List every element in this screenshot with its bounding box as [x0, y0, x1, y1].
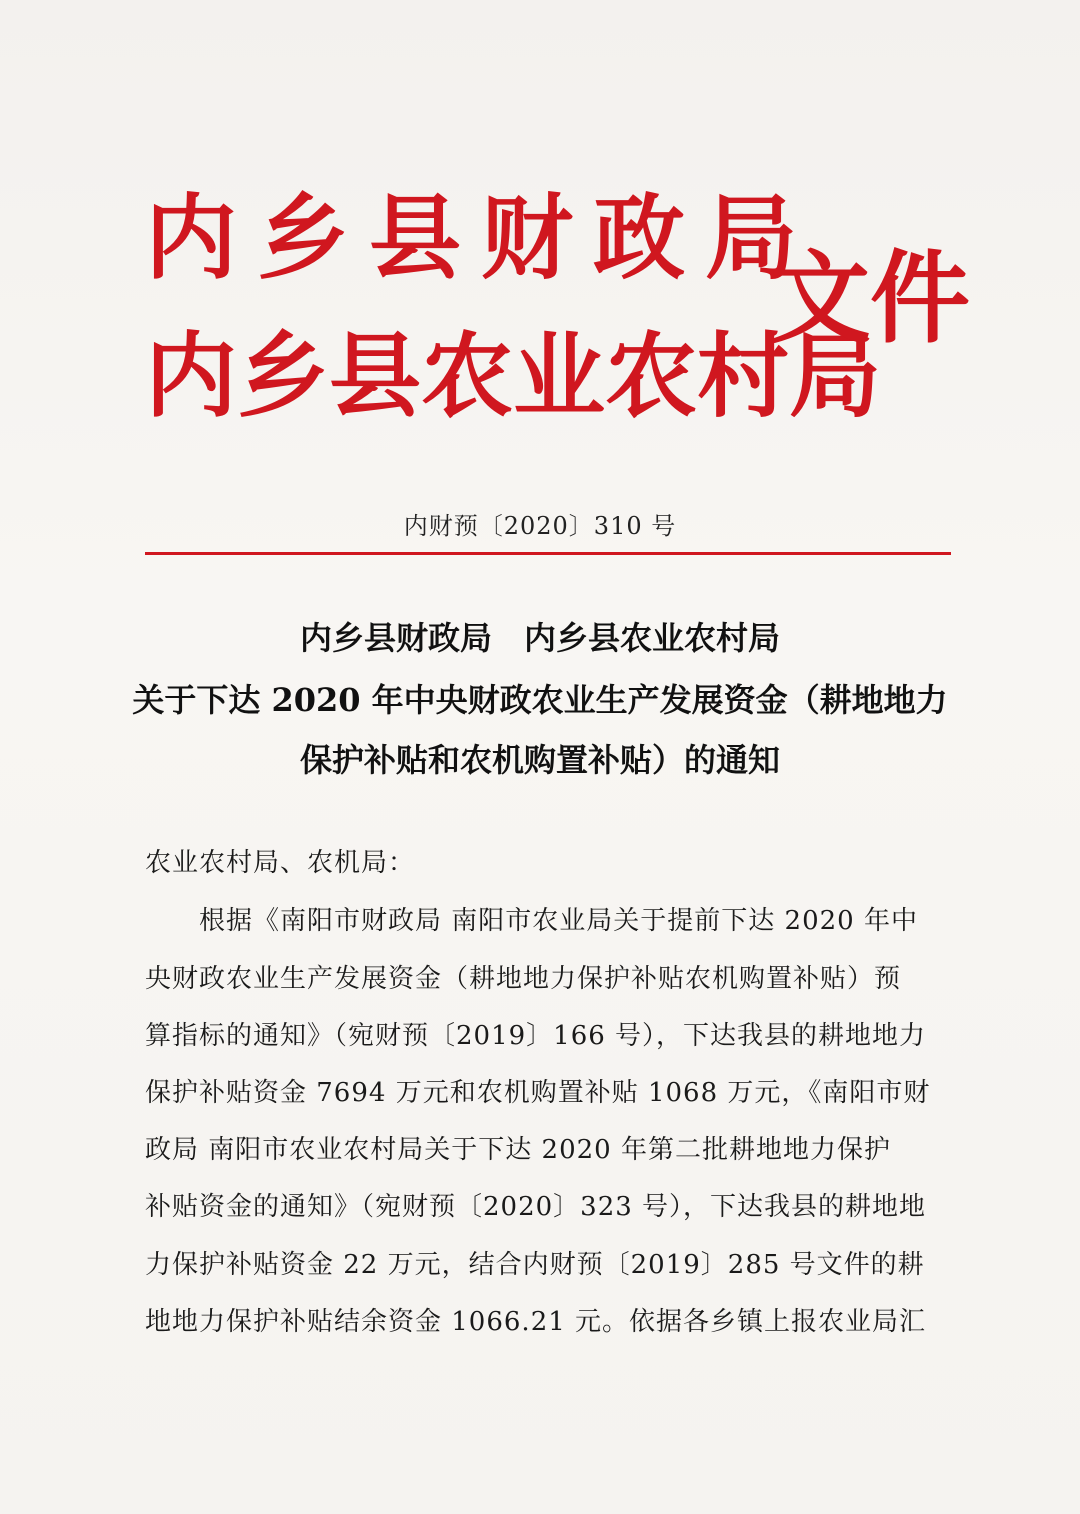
issuer-line-agriculture-bureau: 内乡县农业农村局 — [145, 322, 882, 430]
body-line: 政局 南阳市农业农村局关于下达 2020 年第二批耕地地力保护 — [145, 1135, 891, 1165]
body-line: 补贴资金的通知》（宛财预〔2020〕323 号），下达我县的耕地地 — [145, 1192, 927, 1222]
document-number: 内财预〔2020〕310 号 — [403, 512, 677, 540]
notice-title-line-3: 保护补贴和农机购置补贴）的通知 — [299, 741, 780, 779]
body-line: 央财政农业生产发展资金（耕地地力保护补贴农机购置补贴）预 — [145, 964, 902, 994]
body-line: 保护补贴资金 7694 万元和农机购置补贴 1068 万元，《南阳市财 — [145, 1078, 931, 1108]
salutation: 农业农村局、农机局： — [145, 848, 416, 878]
body-line: 算指标的通知》（宛财预〔2019〕166 号），下达我县的耕地地力 — [145, 1021, 927, 1051]
body-line: 地地力保护补贴结余资金 1066.21 元。依据各乡镇上报农业局汇 — [145, 1307, 927, 1337]
issuer-line-finance-bureau: 内乡县财政局 — [145, 184, 818, 292]
document-type-label: 文件 — [770, 239, 970, 357]
red-separator-line — [145, 552, 951, 555]
notice-title-line-2: 关于下达 2020 年中央财政农业生产发展资金（耕地地力 — [132, 681, 948, 719]
body-line: 力保护补贴资金 22 万元，结合内财预〔2019〕285 号文件的耕 — [145, 1250, 925, 1280]
body-line: 根据《南阳市财政局 南阳市农业局关于提前下达 2020 年中 — [145, 906, 918, 936]
notice-title-line-1: 内乡县财政局 内乡县农业农村局 — [299, 619, 780, 657]
